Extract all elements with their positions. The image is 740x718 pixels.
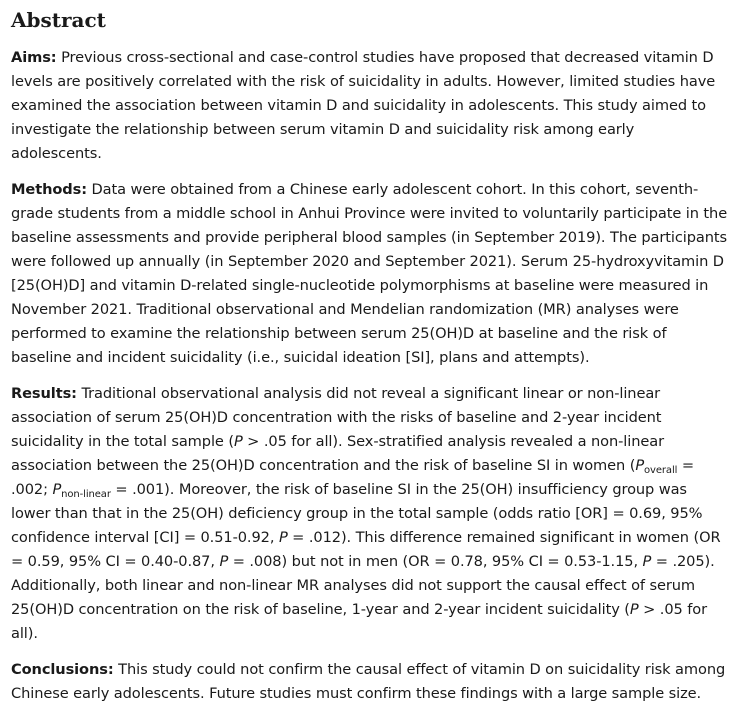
conclusions-label: Conclusions: [11,661,114,678]
results-label: Results: [11,385,77,402]
p-value-symbol: P [278,529,288,546]
results-text-3: = .002; [11,457,694,498]
p-value-symbol: P [52,481,62,498]
abstract-section [11,6,729,718]
aims-label: Aims: [11,49,57,66]
methods-text: Data were obtained from a Chinese early adolescent cohort. In this cohort, seventh-grade students from a middle school in Anhui Province were invited to voluntarily participate in the baseline assessments and provide peripheral blood samples (in September 2019). The participants were followed up annually (in September 2020 and September 2021). Serum 25-hydroxyvitamin D [25(OH)D] and vitamin D-related single-nucleotide polymorphisms at baseline were measured in November 2021. Traditional observational and Mendelian randomization (MR) analyses were performed to examine the relationship between serum 25(OH)D at baseline and the risk of baseline and incident suicidality (i.e., suicidal ideation [SI], plans and attempts). [11,181,728,366]
results-text-1: Traditional observational analysis did not reveal a significant linear or non-linear association of serum 25(OH)D concentration with the risks of baseline and 2-year incident suicidality in the total sample ( [11,385,662,450]
results-text-8: > .05 for all). [11,601,707,642]
p-subscript-overall: overall [644,465,678,476]
methods-label: Methods: [11,181,87,198]
abstract-heading: Abstract [11,8,106,32]
methods-paragraph [11,178,729,370]
p-value-symbol: P [642,553,652,570]
results-text-6: = .008) but not in men (OR = 0.78, 95% CI = 0.53-1.15, [228,553,643,570]
results-text-4: = .001). Moreover, the risk of baseline SI in the 25(OH) insufficiency group was lower than that in the 25(OH) deficiency group in the total sample (odds ratio [OR] = 0.69, 95% confidence interval [CI] = 0.51-0.92, [11,481,703,546]
aims-paragraph [11,46,729,166]
conclusions-paragraph [11,658,729,706]
p-value-symbol: P [233,433,243,450]
p-value-symbol: P [219,553,229,570]
results-text-7: = .205). Additionally, both linear and non-linear MR analyses did not support the causal effect of serum 25(OH)D concentration on the risk of baseline, 1-year and 2-year incident suicidality ( [11,553,715,618]
conclusions-text: This study could not confirm the causal effect of vitamin D on suicidality risk among Chinese early adolescents. Future studies must confirm these findings with a large sample size. [11,661,726,702]
results-text-5: = .012). This difference remained significant in women (OR = 0.59, 95% CI = 0.40-0.87, [11,529,721,570]
p-value-symbol: P [629,601,639,618]
results-text-2: > .05 for all). Sex-stratified analysis revealed a non-linear association between the 25(OH)D concentration and the risk of baseline SI in women ( [11,433,664,474]
p-value-symbol: P [635,457,645,474]
p-subscript-non-linear: non-linear [61,489,111,500]
aims-text: Previous cross-sectional and case-control studies have proposed that decreased vitamin D levels are positively correlated with the risk of suicidality in adults. However, limited studies have examined the association between vitamin D and suicidality in adolescents. This study aimed to investigate the relationship between serum vitamin D and suicidality risk among early adolescents. [11,49,716,162]
results-paragraph [11,382,729,646]
